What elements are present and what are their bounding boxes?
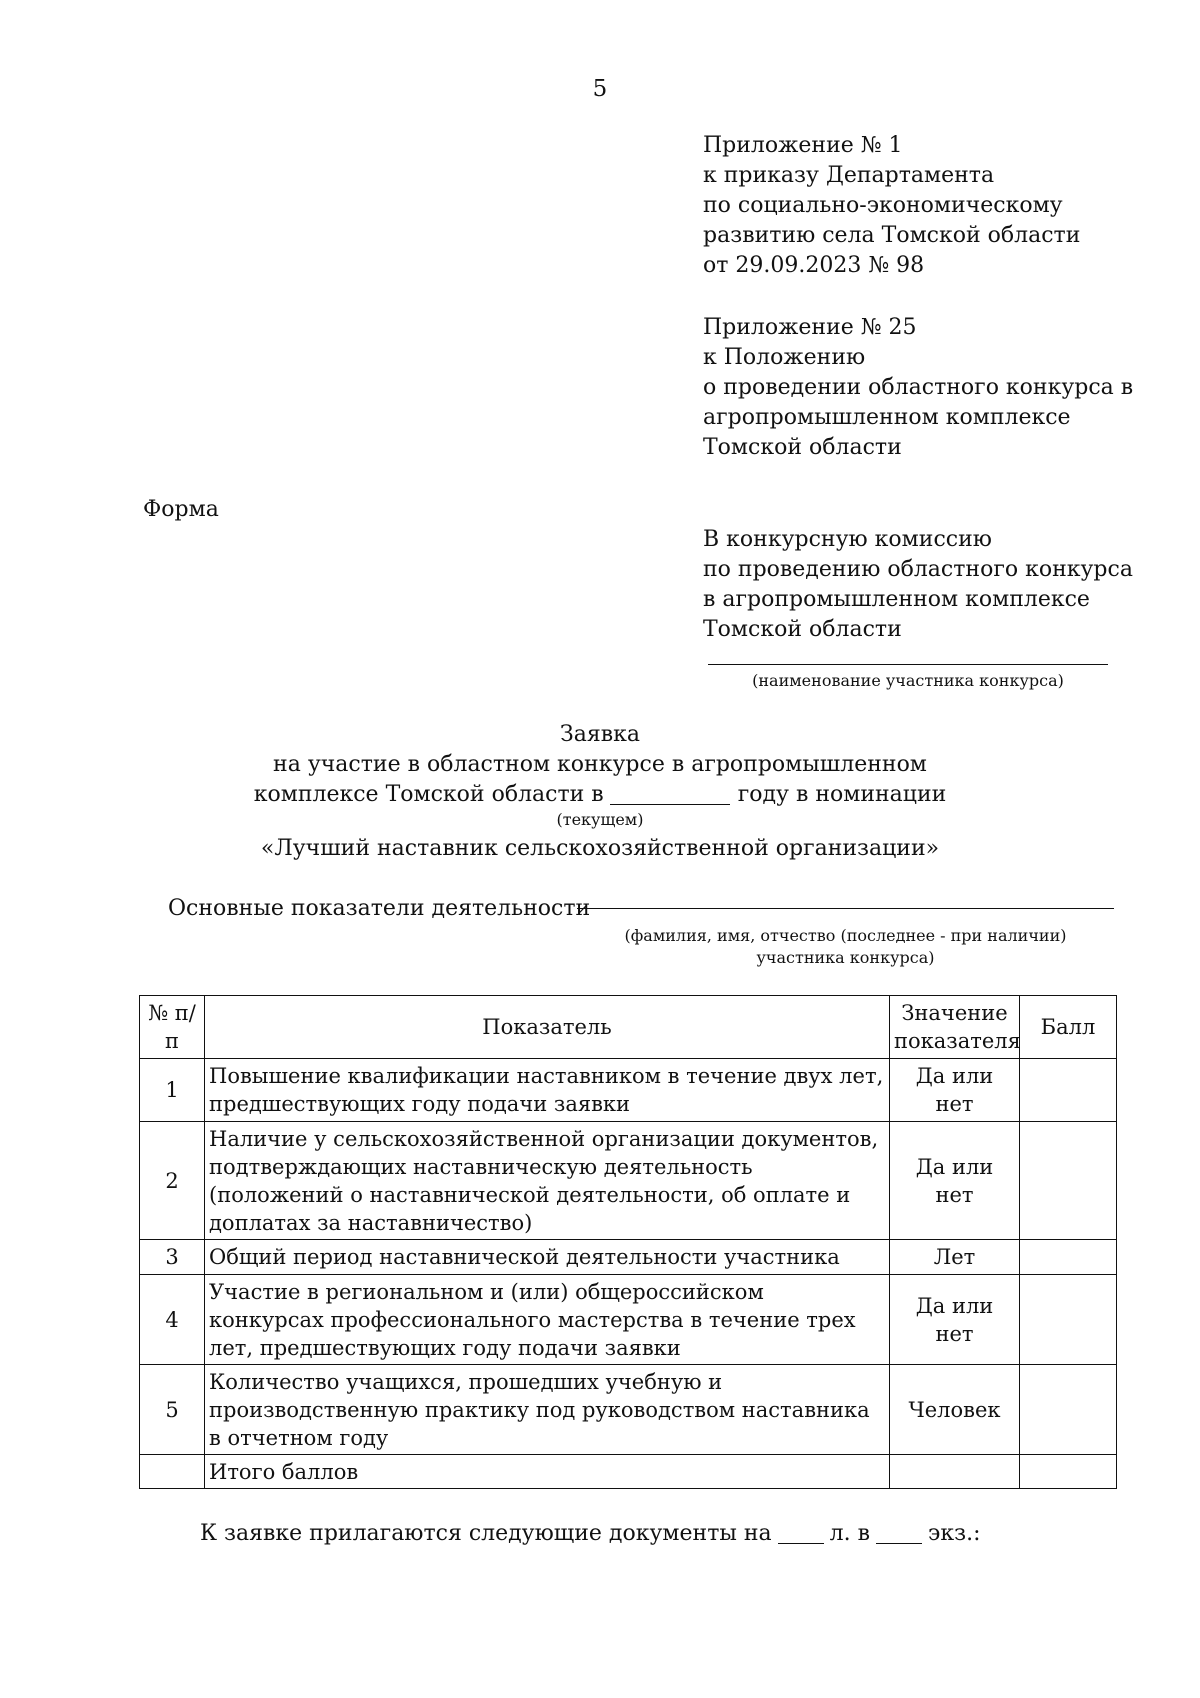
attachments-text-2: л. в (829, 1521, 871, 1546)
row-num: 1 (140, 1059, 205, 1122)
header-num: № п/п (140, 996, 205, 1059)
copies-blank[interactable] (876, 1521, 922, 1544)
row-score-cell[interactable] (1020, 1122, 1117, 1240)
title-line-3-prefix: комплексе Томской области в (253, 782, 604, 807)
appendix-25-block (703, 313, 1133, 463)
nomination-title: «Лучший наставник сельскохозяйственной организации» (260, 836, 940, 861)
attachments-text-1: К заявке прилагаются следующие документы на (200, 1521, 772, 1546)
header-score: Балл (1020, 996, 1117, 1059)
table-total-row (140, 1455, 1117, 1489)
appendix-1-line: развитию села Томской области (703, 223, 1081, 248)
participant-name-line[interactable] (708, 664, 1108, 665)
appendix-25-line: Приложение № 25 (703, 315, 917, 340)
appendix-1-block (703, 131, 1080, 281)
title-line-3-suffix: году в номинации (737, 782, 947, 807)
fio-line[interactable] (577, 908, 1114, 909)
row-num: 2 (140, 1122, 205, 1240)
table-row (140, 1275, 1117, 1365)
table-row (140, 1240, 1117, 1275)
addressee-line: В конкурсную комиссию (703, 527, 992, 552)
table-row (140, 1365, 1117, 1455)
row-score-cell[interactable] (1020, 1059, 1117, 1122)
row-value: Да или нет (890, 1059, 1020, 1122)
row-indicator: Наличие у сельскохозяйственной организации документов, подтверждающих наставническую деятельность (положений о наставнической деятельности, об оплате и доплатах за наставничество) (205, 1122, 890, 1240)
addressee-line: в агропромышленном комплексе (703, 587, 1090, 612)
addressee-line: Томской области (703, 617, 902, 642)
indicators-label: Основные показатели деятельности (168, 896, 591, 921)
year-blank[interactable] (610, 782, 730, 805)
appendix-25-line: о проведении областного конкурса в (703, 375, 1134, 400)
appendix-1-line: от 29.09.2023 № 98 (703, 253, 925, 278)
header-indicator: Показатель (205, 996, 890, 1059)
table-header-row (140, 996, 1117, 1059)
sheets-blank[interactable] (778, 1521, 824, 1544)
row-score-cell[interactable] (1020, 1240, 1117, 1275)
row-value: Да или нет (890, 1275, 1020, 1365)
appendix-25-line: к Положению (703, 345, 866, 370)
row-indicator: Количество учащихся, прошедших учебную и производственную практику под руководством наставника в отчетном году (205, 1365, 890, 1455)
fio-caption-2: участника конкурса) (756, 948, 935, 967)
row-value: Да или нет (890, 1122, 1020, 1240)
title-line-2: на участие в областном конкурсе в агропромышленном (273, 752, 927, 777)
addressee-line: по проведению областного конкурса (703, 557, 1133, 582)
table-row (140, 1122, 1117, 1240)
row-indicator: Участие в региональном и (или) общероссийском конкурсах профессионального мастерства в течение трех лет, предшествующих году подачи заявки (205, 1275, 890, 1365)
title-line-3 (0, 782, 1200, 807)
current-year-caption: (текущем) (556, 810, 644, 829)
attachments-text-3: экз.: (928, 1521, 981, 1546)
table-row (140, 1059, 1117, 1122)
appendix-1-line: к приказу Департамента (703, 163, 995, 188)
fio-caption-1: (фамилия, имя, отчество (последнее - при наличии) (624, 926, 1067, 945)
row-indicator: Повышение квалификации наставником в течение двух лет, предшествующих году подачи заявки (205, 1059, 890, 1122)
participant-name-caption: (наименование участника конкурса) (752, 671, 1064, 690)
row-value: Лет (890, 1240, 1020, 1275)
row-num: 3 (140, 1240, 205, 1275)
form-label: Форма (143, 497, 219, 522)
appendix-1-line: Приложение № 1 (703, 133, 903, 158)
row-num: 4 (140, 1275, 205, 1365)
total-num (140, 1455, 205, 1489)
total-label: Итого баллов (205, 1455, 890, 1489)
appendix-25-line: Томской области (703, 435, 902, 460)
appendix-1-line: по социально-экономическому (703, 193, 1063, 218)
appendix-25-line: агропромышленном комплексе (703, 405, 1071, 430)
page-number: 5 (592, 76, 608, 102)
row-indicator: Общий период наставнической деятельности участника (205, 1240, 890, 1275)
row-value: Человек (890, 1365, 1020, 1455)
total-value (890, 1455, 1020, 1489)
addressee-block (703, 525, 1133, 645)
row-score-cell[interactable] (1020, 1365, 1117, 1455)
row-score-cell[interactable] (1020, 1275, 1117, 1365)
indicators-table (139, 995, 1117, 1489)
attachments-line (200, 1521, 981, 1546)
row-num: 5 (140, 1365, 205, 1455)
header-value: Значение показателя (890, 996, 1020, 1059)
document-title: Заявка (560, 722, 640, 747)
total-score-cell[interactable] (1020, 1455, 1117, 1489)
